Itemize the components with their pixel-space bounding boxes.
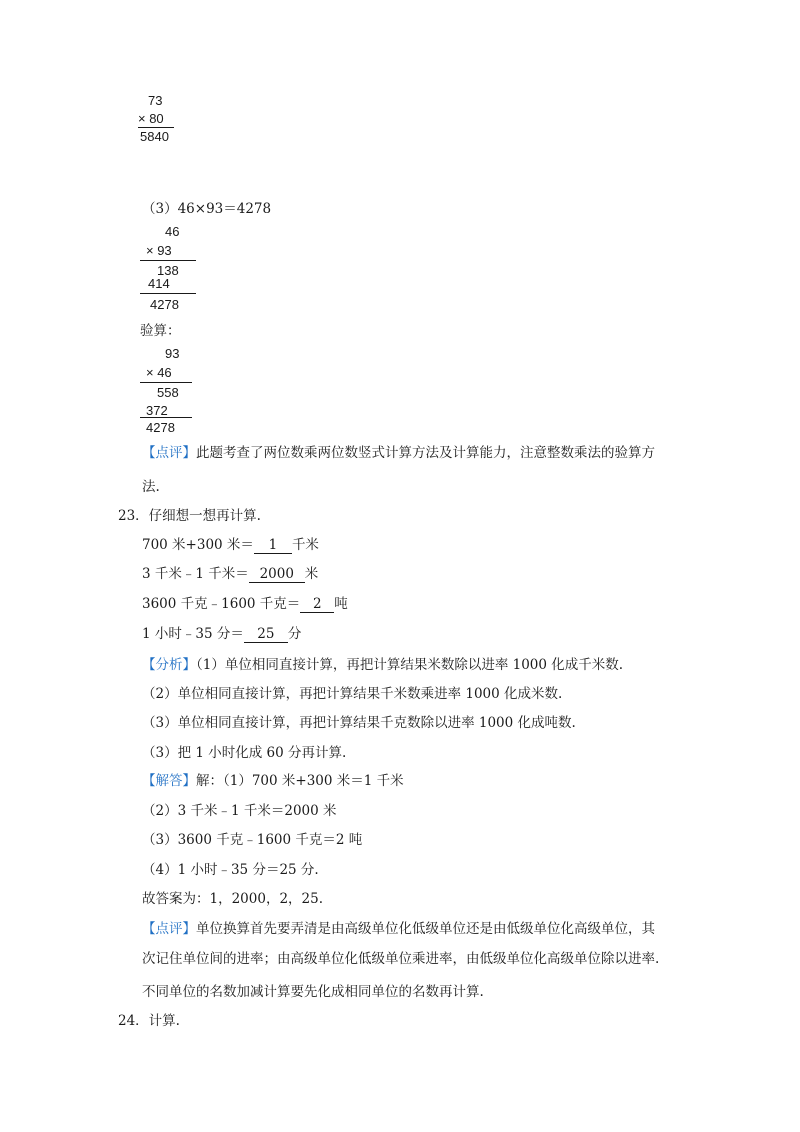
analysis-line-2: （2）单位相同直接计算，再把计算结果千米数乘进率 1000 化成米数.: [142, 686, 563, 702]
answer-blank: 2000: [249, 567, 305, 583]
comment-text: 单位换算首先要弄清是由高级单位化低级单位还是由低级单位化高级单位，其: [196, 921, 655, 937]
answer-blank: 2: [300, 597, 334, 613]
comment-line-1: [142, 920, 655, 938]
analysis-text: （1）单位相同直接计算，再把计算结果米数除以进率 1000 化成千米数.: [196, 657, 624, 673]
solution-line-1: [142, 772, 404, 790]
calc-top-number: 46: [165, 224, 180, 239]
answer-blank: 1: [254, 538, 292, 554]
calc-result: 4278: [150, 297, 179, 312]
calc-rule: [140, 382, 192, 383]
comment-tag: 【点评】: [142, 445, 196, 461]
comment-line-3: 不同单位的名数加减计算要先化成相同单位的名数再计算.: [142, 984, 484, 1000]
analysis-line-4: （3）把 1 小时化成 60 分再计算.: [142, 745, 347, 761]
calc-result: 5840: [140, 129, 169, 144]
calc-rule: [138, 127, 174, 128]
comment-line-2: 法.: [142, 479, 160, 495]
comment-tag: 【点评】: [142, 921, 196, 937]
fill-blank-item-4: [142, 625, 301, 643]
comment-line-1: [142, 444, 655, 462]
analysis-line-3: （3）单位相同直接计算，再把计算结果千克数除以进率 1000 化成吨数.: [142, 715, 576, 731]
calc-result: 4278: [146, 420, 175, 435]
item-prefix: 1 小时﹣35 分＝: [142, 626, 244, 642]
question-24-title: 24．计算.: [118, 1013, 180, 1029]
check-label: 验算：: [140, 323, 181, 339]
analysis-tag: 【分析】: [142, 657, 196, 673]
calc-rule: [140, 417, 192, 418]
fill-blank-item-2: [142, 565, 318, 583]
question-23-title: 23．仔细想一想再计算.: [118, 508, 261, 524]
item-suffix: 分: [287, 626, 302, 642]
fill-blank-item-3: [142, 595, 348, 613]
calc-multiplier: × 80: [138, 111, 164, 126]
calc-top-number: 93: [165, 346, 180, 361]
answer-summary: 故答案为：1，2000，2，25.: [142, 891, 324, 907]
item-suffix: 千米: [291, 537, 319, 553]
calc-multiplier: × 46: [146, 365, 172, 380]
calc-partial-2: 372: [146, 403, 168, 418]
calc-rule: [140, 293, 196, 294]
fill-blank-item-1: [142, 536, 319, 554]
solution-tag: 【解答】: [142, 773, 196, 789]
item-suffix: 米: [304, 566, 319, 582]
item-prefix: 3 千米﹣1 千米＝: [142, 566, 249, 582]
item-prefix: 3600 千克﹣1600 千克＝: [142, 596, 301, 612]
item-prefix: 700 米+300 米＝: [142, 537, 254, 553]
calc-multiplier: × 93: [146, 243, 172, 258]
solution-line-3: （3）3600 千克﹣1600 千克＝2 吨: [142, 832, 363, 848]
solution-line-4: （4）1 小时﹣35 分＝25 分.: [142, 862, 319, 878]
item-suffix: 吨: [334, 596, 348, 612]
solution-line-2: （2）3 千米﹣1 千米＝2000 米: [142, 803, 337, 819]
solution-text: 解：（1）700 米+300 米＝1 千米: [196, 773, 404, 789]
calc-partial-1: 138: [157, 263, 179, 278]
answer-blank: 25: [244, 627, 288, 643]
comment-line-2: 次记住单位间的进率；由高级单位化低级单位乘进率，由低级单位化高级单位除以进率.: [142, 951, 660, 967]
calc-partial-1: 558: [157, 385, 179, 400]
part3-heading: （3）46×93＝4278: [142, 201, 272, 217]
calc-rule: [140, 260, 196, 261]
analysis-line-1: [142, 656, 623, 674]
comment-text: 此题考查了两位数乘两位数竖式计算方法及计算能力，注意整数乘法的验算方: [196, 445, 655, 461]
calc-top-number: 73: [148, 93, 163, 108]
calc-partial-2: 414: [148, 276, 170, 291]
